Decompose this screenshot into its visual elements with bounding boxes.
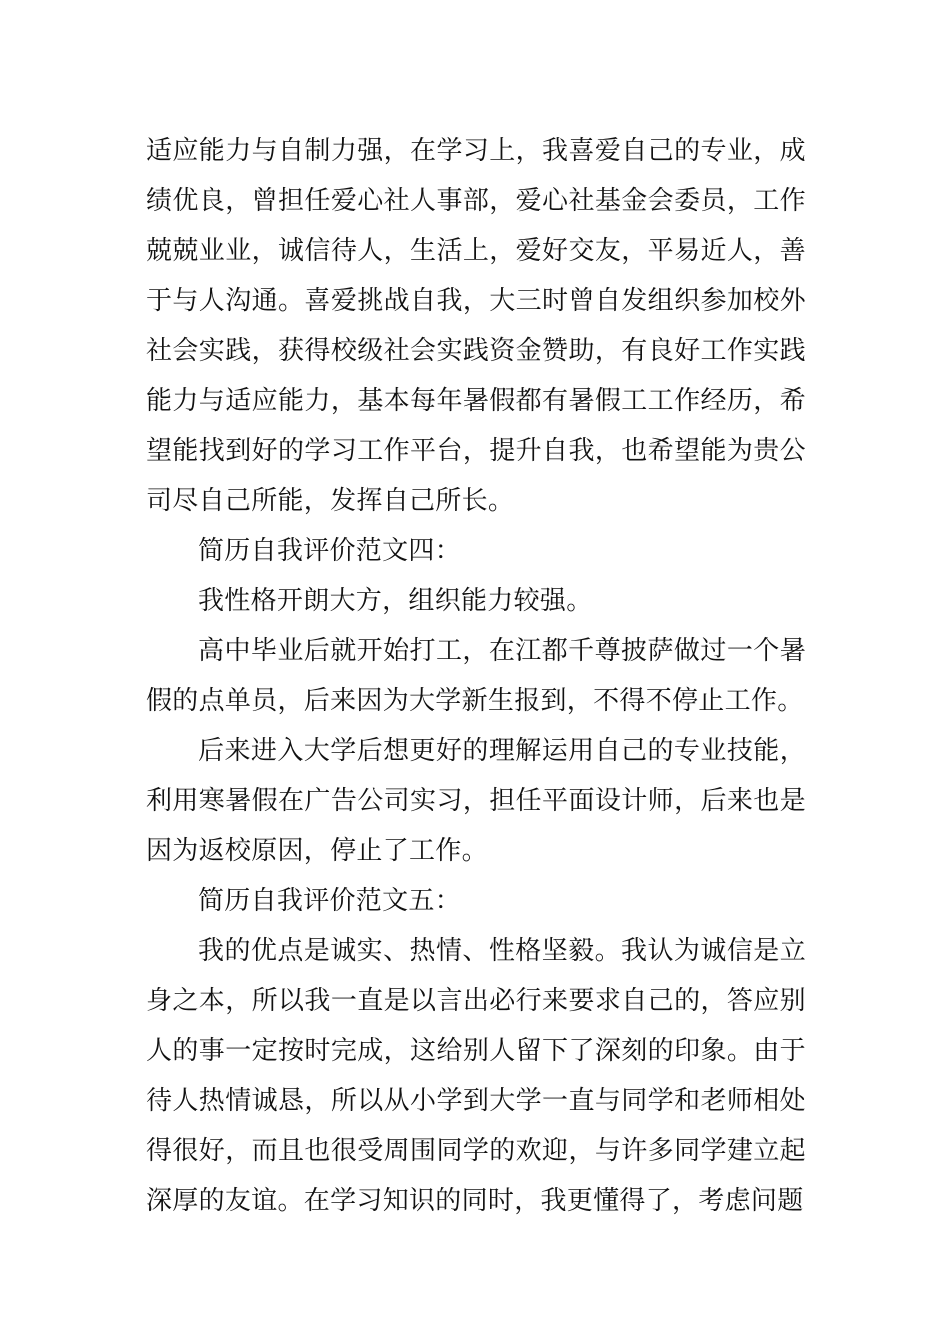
heading-sample-five: 简历自我评价范文五： [198,886,462,916]
paragraph-strengths: 我的优点是诚实、热情、性格坚毅。我认为诚信是立身之本，所以我一直是以言出必行来要求自己的，答应别人的事一定按时完成，这给别人留下了深刻的印象。由于待人热情诚恳，所以从小学到大学一直与同学和老师相处得很好，而且也很受周围同学的欢迎，与许多同学建立起深厚的友谊。在学习知识的同时，我更懂得了，考虑问题 [146,936,806,1216]
document-body [146,126,806,1226]
paragraph-internship: 后来进入大学后想更好的理解运用自己的专业技能，利用寒暑假在广告公司实习，担任平面设计师，后来也是因为返校原因，停止了工作。 [146,736,806,866]
paragraph-continued-intro: 适应能力与自制力强，在学习上，我喜爱自己的专业，成绩优良，曾担任爱心社人事部，爱心社基金会委员，工作兢兢业业，诚信待人，生活上，爱好交友，平易近人，善于与人沟通。喜爱挑战自我，大三时曾自发组织参加校外社会实践，获得校级社会实践资金赞助，有良好工作实践能力与适应能力，基本每年暑假都有暑假工工作经历，希望能找到好的学习工作平台，提升自我，也希望能为贵公司尽自己所能，发挥自己所长。 [146,136,806,516]
paragraph-personality: 我性格开朗大方，组织能力较强。 [198,586,593,616]
paragraph-work-experience: 高中毕业后就开始打工，在江都千尊披萨做过一个暑假的点单员，后来因为大学新生报到，不得不停止工作。 [146,636,806,716]
heading-sample-four: 简历自我评价范文四： [198,536,462,566]
